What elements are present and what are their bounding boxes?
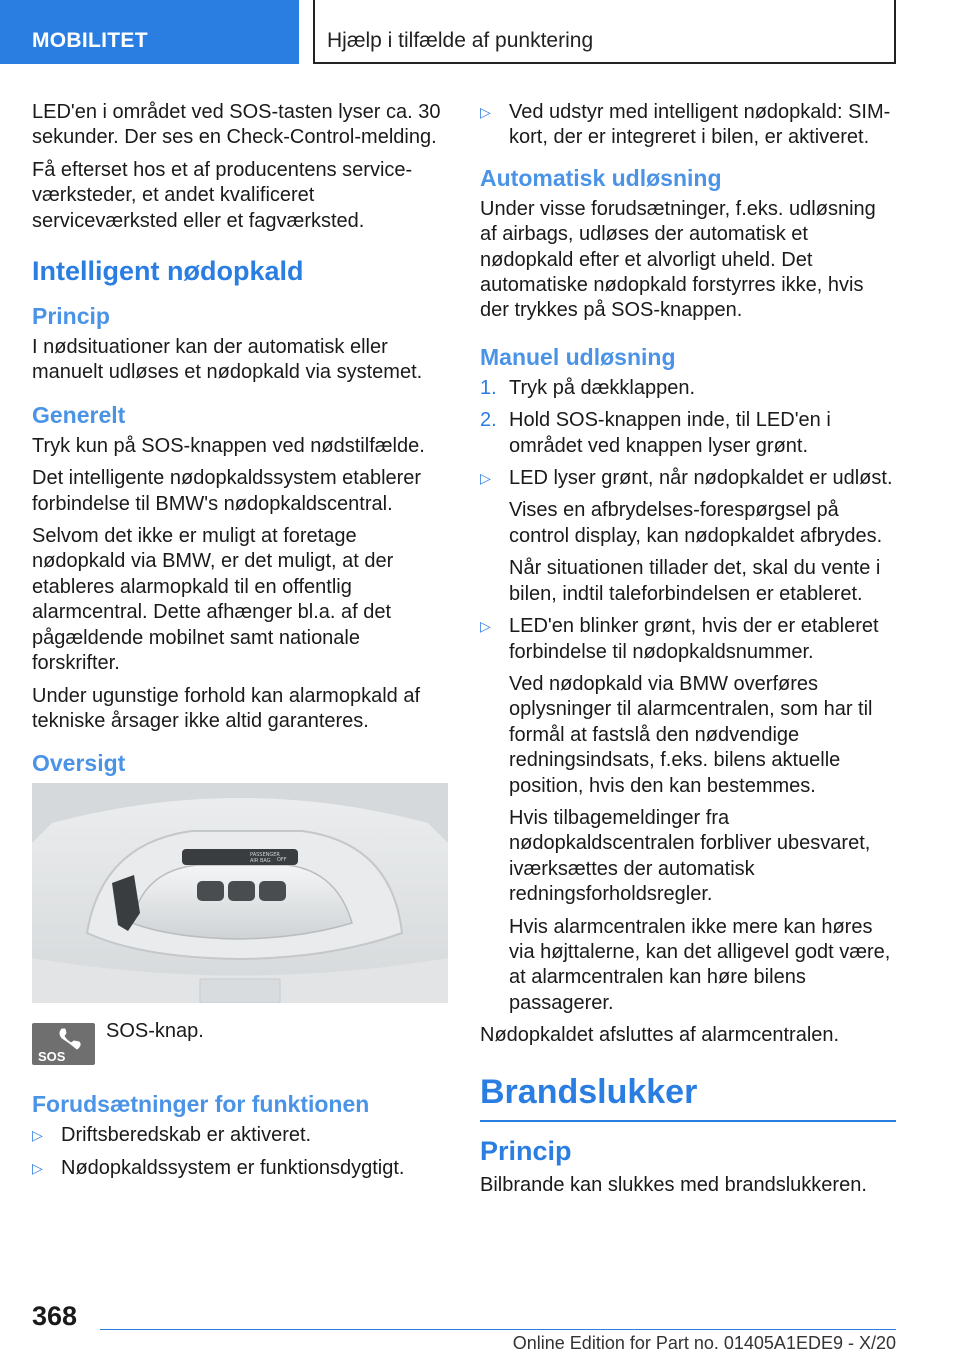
paragraph: LED'en i området ved SOS-tasten lyser ca. 30 sekunder. Der ses en Check-Control-melding.	[32, 101, 441, 149]
paragraph: Det intelligente nødopkaldssystem etablerer forbindelse til BMW's nødopkaldscentral.	[32, 467, 422, 515]
heading-generelt: Generelt	[32, 401, 126, 428]
heading-princip-2: Princip	[480, 1135, 572, 1166]
paragraph: Under visse forudsætninger, f.eks. udløsning af airbags, udløses der automatisk et nødopkald efter et alvorligt uheld. Det automatiske nødopkald forstyrres ikke, hvis der trykkes på SOS-knappen.	[480, 197, 876, 322]
list-item	[480, 614, 896, 1016]
left-column	[32, 100, 448, 1188]
list-item-subtext: Når situationen tillader det, skal du vente i bilen, indtil taleforbindelsen er etableret.	[509, 557, 881, 605]
passenger-label: PASSENGER	[250, 852, 280, 859]
step-number: 1.	[480, 376, 497, 399]
paragraph: Selvom det ikke er muligt at foretage nødopkald via BMW, er det muligt, at der etableres alarmopkald til en offentlig alarmcentral. Dette afhænger bl.a. af det pågældende mobilnet samt nationale forskrifter.	[32, 525, 394, 675]
list-item	[32, 1156, 448, 1181]
heading-princip: Princip	[32, 303, 110, 330]
step-text: Hold SOS-knappen inde, til LED'en i området ved knappen lyser grønt.	[509, 409, 831, 457]
page-number: 368	[32, 1301, 78, 1331]
step-number: 2.	[480, 409, 497, 432]
section-tab	[0, 0, 299, 64]
heading-manuel: Manuel udløsning	[480, 343, 676, 370]
paragraph: Under ugunstige forhold kan alarmopkald af tekniske årsager ikke altid garanteres.	[32, 684, 421, 732]
triangle-bullet-icon: ▷	[480, 470, 491, 487]
overhead-console-photo	[32, 783, 448, 1003]
list-item	[32, 1123, 448, 1148]
heading-automatisk: Automatisk udløsning	[480, 164, 722, 191]
sos-icon-text: SOS	[38, 1049, 66, 1065]
paragraph: I nødsituationer kan der automatisk eller manuelt udløses et nødopkald via systemet.	[32, 336, 423, 384]
list-item-subtext: Hvis alarmcentralen ikke mere kan høres via højttalerne, kan det alligevel godt være, at alarmcentralen kan høre bilens passagerer.	[509, 915, 891, 1014]
chapter-title: Hjælp i tilfælde af punktering	[327, 29, 594, 52]
section-title: MOBILITET	[32, 29, 148, 52]
steps-list	[480, 376, 896, 459]
step-item	[480, 376, 896, 401]
paragraph: Tryk kun på SOS-knappen ved nødstilfælde.	[32, 434, 425, 457]
footer-line	[100, 1329, 896, 1353]
list-item-text: Nødopkaldssystem er funktionsdygtigt.	[61, 1156, 405, 1179]
edition-text: Online Edition for Part no. 01405A1EDE9 - X/20	[512, 1333, 896, 1353]
sos-legend-row	[32, 1019, 448, 1069]
heading-intelligent: Intelligent nødopkald	[32, 256, 304, 287]
list-item-text: LED lyser grønt, når nødopkaldet er udløst.	[509, 467, 893, 490]
sos-button-icon	[32, 1023, 95, 1065]
result-list	[480, 466, 896, 1016]
list-item-subtext: Ved nødopkald via BMW overføres oplysninger til alarmcentralen, som har til formål at fastslå den nødvendige redningsindsats, f.eks. bilens aktuelle position, hvis den kan bestemmes.	[509, 672, 873, 797]
right-column	[480, 100, 896, 1205]
triangle-bullet-icon: ▷	[480, 618, 491, 635]
list-item-text: Ved udstyr med intelligent nødopkald: SIM-kort, der er integreret i bilen, er aktiveret.	[509, 101, 891, 149]
paragraph: Bilbrande kan slukkes med brandslukkeren.	[480, 1173, 867, 1196]
chapter-header	[313, 0, 896, 64]
list-item-subtext: Vises en afbrydelses-forespørgsel på control display, kan nødopkaldet afbrydes.	[509, 499, 883, 547]
step-item	[480, 408, 896, 459]
triangle-bullet-icon: ▷	[32, 1159, 43, 1176]
heading-brandslukker: Brandslukker	[480, 1073, 896, 1122]
list-item	[480, 466, 896, 607]
airbag-label: AIR BAG	[250, 858, 271, 865]
paragraph: Få efterset hos et af producentens serviceværksteder, et andet kvalificeret serviceværksted eller et fagværksted.	[32, 158, 413, 232]
list-item	[480, 100, 896, 151]
list-item-text: Driftsberedskab er aktiveret.	[61, 1124, 312, 1147]
step-text: Tryk på dækklappen.	[509, 376, 696, 399]
list-item-text: LED'en blinker grønt, hvis der er etableret forbindelse til nødopkaldsnummer.	[509, 615, 879, 663]
paragraph: Nødopkaldet afsluttes af alarmcentralen.	[480, 1024, 840, 1047]
list-item-subtext: Hvis tilbagemeldinger fra nødopkaldscentralen forbliver ubesvaret, iværksættes der automatisk redningsforholdsregler.	[509, 806, 871, 906]
sos-caption: SOS-knap.	[106, 1020, 204, 1043]
console-illustration	[32, 783, 448, 1003]
requirements-list	[32, 1123, 448, 1181]
heading-forudsaetninger: Forudsætninger for funktionen	[32, 1091, 370, 1118]
triangle-bullet-icon: ▷	[480, 104, 491, 120]
off-label: OFF	[277, 857, 287, 864]
requirements-list-cont	[480, 100, 896, 151]
heading-oversigt: Oversigt	[32, 750, 126, 777]
triangle-bullet-icon: ▷	[32, 1127, 43, 1144]
